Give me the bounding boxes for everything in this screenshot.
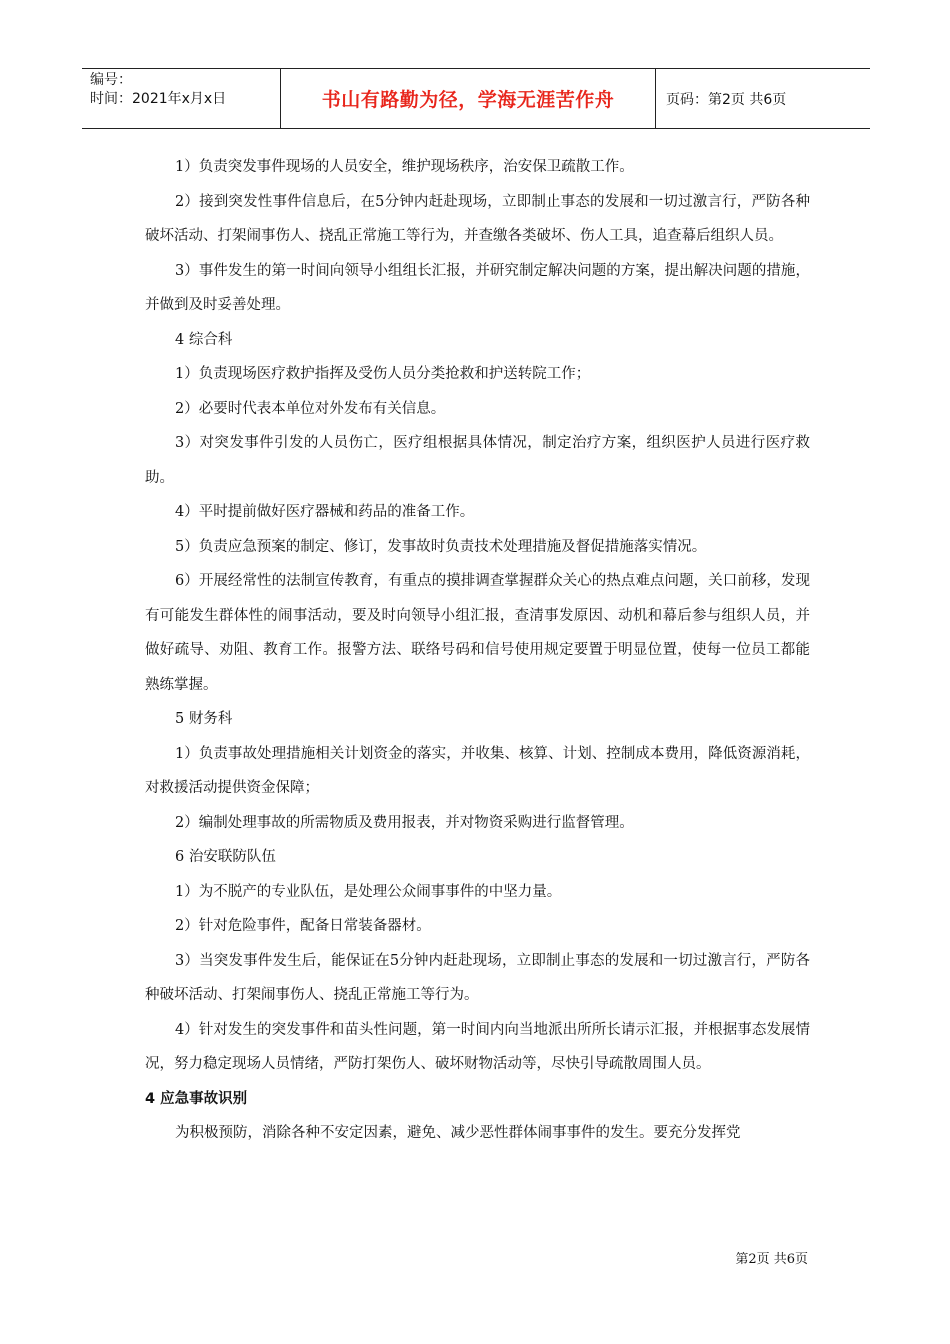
document-header: [82, 68, 870, 129]
paragraph: 1）负责事故处理措施相关计划资金的落实，并收集、核算、计划、控制成本费用，降低资源消耗，对救援活动提供资金保障；: [145, 745, 810, 796]
paragraph: 3）当突发事件发生后，能保证在5分钟内赶赴现场，立即制止事态的发展和一切过激言行，严防各种破坏活动、打架闹事伤人、挠乱正常施工等行为。: [145, 952, 810, 1003]
document-number-label: 编号：: [90, 72, 132, 88]
subsection-title: 5 财务科: [175, 711, 233, 727]
paragraph: 6）开展经常性的法制宣传教育，有重点的摸排调查掌握群众关心的热点难点问题，关口前移，发现有可能发生群体性的闹事活动，要及时向领导小组汇报，查清事发原因、动机和幕后参与组织人员，并做好疏导、劝阻、教育工作。报警方法、联络号码和信号使用规定要置于明显位置，使每一位员工都能熟练掌握。: [145, 573, 810, 693]
paragraph: 2）必要时代表本单位对外发布有关信息。: [175, 400, 446, 417]
paragraph: 1）负责现场医疗救护指挥及受伤人员分类抢救和护送转院工作；: [175, 366, 591, 382]
paragraph: 1）为不脱产的专业队伍，是处理公众闹事事件的中坚力量。: [175, 883, 562, 900]
paragraph: 为积极预防，消除各种不安定因素，避免、减少恶性群体闹事事件的发生。要充分发挥党: [175, 1125, 741, 1141]
subsection-title: 4 综合科: [175, 331, 233, 348]
footer-page-number: 第2页 共6页: [735, 1252, 808, 1267]
subsection-title: 6 治安联防队伍: [175, 849, 276, 865]
header-page-number: 页码：第2页 共6页: [666, 91, 787, 108]
paragraph: 5）负责应急预案的制定、修订，发事故时负责技术处理措施及督促措施落实情况。: [175, 538, 707, 555]
paragraph: 4）针对发生的突发事件和苗头性问题，第一时间内向当地派出所所长请示汇报，并根据事态发展情况，努力稳定现场人员情绪，严防打架伤人、破坏财物活动等，尽快引导疏散周围人员。: [145, 1021, 810, 1072]
paragraph: 2）接到突发性事件信息后，在5分钟内赶赴现场，立即制止事态的发展和一切过激言行，严防各种破坏活动、打架闹事伤人、挠乱正常施工等行为，并查缴各类破坏、伤人工具，追查幕后组织人员。: [145, 193, 810, 244]
paragraph: 3）对突发事件引发的人员伤亡，医疗组根据具体情况，制定治疗方案，组织医护人员进行医疗救助。: [145, 435, 810, 486]
document-body: [145, 150, 810, 1151]
document-time-label: 时间：2021年x月x日: [90, 91, 227, 107]
paragraph: 1）负责突发事件现场的人员安全，维护现场秩序，治安保卫疏散工作。: [175, 159, 634, 175]
paragraph: 3）事件发生的第一时间向领导小组组长汇报，并研究制定解决问题的方案，提出解决问题的措施，并做到及时妥善处理。: [145, 262, 810, 313]
header-meta: [82, 69, 281, 128]
section-heading: 4 应急事故识别: [145, 1090, 248, 1107]
paragraph: 2）编制处理事故的所需物质及费用报表，并对物资采购进行监督管理。: [175, 814, 634, 831]
header-motto: 书山有路勤为径，学海无涯苦作舟: [281, 69, 656, 128]
paragraph: 4）平时提前做好医疗器械和药品的准备工作。: [175, 504, 475, 520]
paragraph: 2）针对危险事件，配备日常装备器材。: [175, 918, 431, 934]
